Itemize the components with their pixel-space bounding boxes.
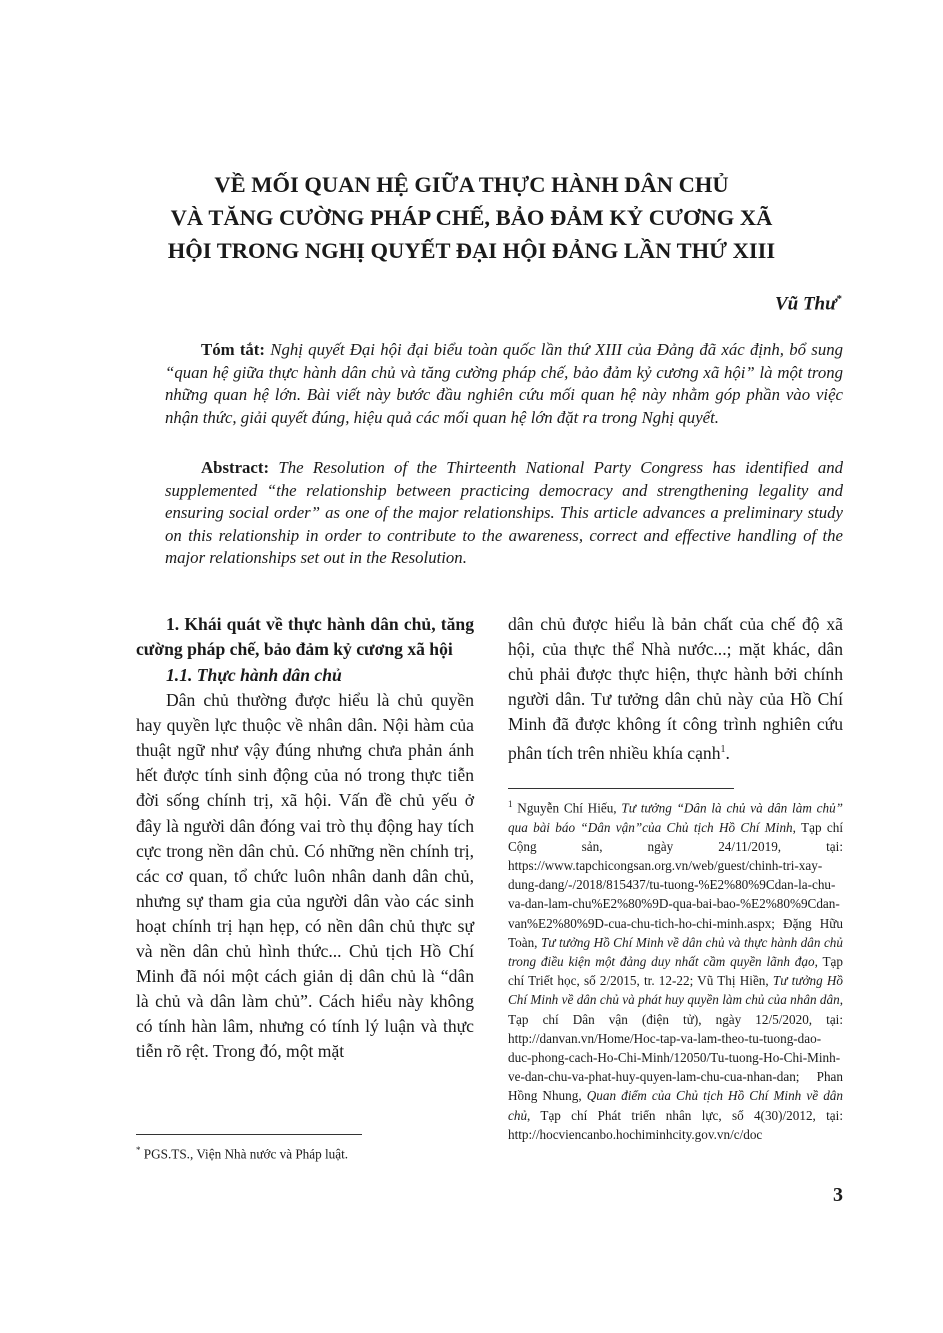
author-byline	[775, 293, 842, 315]
abstract-vietnamese	[165, 339, 843, 429]
footnote-1-title-1: Tư tưởng “Dân là chủ và dân làm chủ” qua bài báo “Dân vận”của Chủ tịch Hồ Chí Minh	[508, 800, 843, 835]
footnote-separator-left	[136, 1134, 362, 1135]
footnote-1-text-5: , Tạp chí Phát triển nhân lực, số 4(30)/2012, tại: http://hocviencanbo.hochiminhcity.gov.vn/c/doc	[508, 1107, 843, 1142]
section-heading: 1. Khái quát về thực hành dân chủ, tăng cường pháp chế, bảo đảm kỷ cương xã hội	[136, 614, 474, 659]
article-title	[120, 168, 823, 267]
left-column	[136, 612, 474, 1065]
abstract-vn-label: Tóm tắt:	[201, 340, 265, 359]
body-paragraph-right-end: .	[725, 743, 730, 764]
author-footnote-mark[interactable]: *	[836, 293, 842, 305]
abstract-en-label: Abstract:	[201, 458, 270, 477]
abstract-english	[165, 457, 843, 570]
author-name: Vũ Thư	[774, 293, 837, 315]
abstract-en-text: The Resolution of the Thirteenth National Party Congress has identified and supplemented “the relationship between practicing democracy and strengthening legality and ensuring social order” as one of the major relationships. This article advances a preliminary study on this relationship in order to contribute to the awareness, correct and effective handling of the major relationships set out in the Resolution.	[165, 458, 843, 568]
title-line-1: VỀ MỐI QUAN HỆ GIỮA THỰC HÀNH DÂN CHỦ	[214, 172, 729, 197]
footnote-1-text-2: , Tạp chí Cộng sản, ngày 24/11/2019, tại: https://www.tapchicongsan.org.vn/web/guest/chinh-tri-xay-dung-dang/-/2018/815437/tu-tuong-%E2%80%9Cdan-la-chu-va-dan-lam-chu%E2%80%9D-qua-bai-bao-%E2%80%9Cdan-van%E2%80%9D-cua-chu-tich-ho-chi-minh.aspx; Đặng Hữu Toàn,	[508, 819, 843, 950]
footnote-1-title-3: Tư tưởng Hồ Chí Minh về dân chủ và phát huy quyền làm chủ của nhân dân	[508, 973, 843, 1008]
author-footnote-number: *	[136, 1145, 141, 1155]
footnote-ref-1[interactable]: 1	[720, 744, 726, 756]
footnote-1	[508, 795, 843, 1144]
footnote-1-text: Nguyễn Chí Hiếu,	[517, 800, 622, 816]
footnote-separator-right	[508, 788, 734, 789]
body-paragraph-right	[508, 612, 843, 766]
body-paragraph-left: Dân chủ thường được hiểu là chủ quyền hay quyền lực thuộc về nhân dân. Nội hàm của thuật ngữ như vậy đúng nhưng chưa phản ánh hết được tính sinh động của nó trong thực tiễn đời sống chính trị, xã hội. Vấn đề chủ yếu ở đây là người dân đóng vai trò thụ động hay tích cực trong nền dân chủ. Có những nền chính trị, các cơ quan, tổ chức luôn nhân danh dân chủ, nhưng sự tham gia của người dân vào các sinh hoạt chính trị hạn hẹp, có nền dân chủ thực sự và nền dân chủ hình thức... Chủ tịch Hồ Chí Minh đã nói một cách giản dị dân chủ là “dân là chủ và dân làm chủ”. Cách hiểu này không có tính hàn lâm, nhưng có tính lý luận và thực tiễn rõ rệt. Trong đó, một mặt	[136, 690, 474, 1062]
footnote-1-title-4: Quan điểm của Chủ tịch Hồ Chí Minh về dân chủ	[508, 1088, 843, 1123]
right-column	[508, 612, 843, 766]
footnote-1-number: 1	[508, 799, 513, 809]
page-number: 3	[833, 1184, 843, 1206]
footnote-1-title-2: Tư tưởng Hồ Chí Minh về dân chủ và thực hành dân chủ trong điều kiện một đảng duy nhất cầm quyền lãnh đạo	[508, 934, 843, 970]
title-line-2: VÀ TĂNG CƯỜNG PHÁP CHẾ, BẢO ĐẢM KỶ CƯƠNG XÃ	[170, 205, 773, 230]
abstract-vn-text: Nghị quyết Đại hội đại biểu toàn quốc lần thứ XIII của Đảng đã xác định, bổ sung “quan hệ giữa thực hành dân chủ và tăng cường pháp chế, bảo đảm kỷ cương xã hội” là một trong những quan hệ lớn. Bài viết này bước đầu nghiên cứu mối quan hệ này nhằm góp phần vào việc nhận thức, giải quyết đúng, hiệu quả các mối quan hệ lớn đặt ra trong Nghị quyết.	[165, 340, 843, 427]
footnote-1-text-3: , Tạp chí Triết học, số 2/2015, tr. 12-22; Vũ Thị Hiền,	[508, 954, 843, 989]
author-footnote-text: PGS.TS., Viện Nhà nước và Pháp luật.	[143, 1146, 349, 1162]
author-footnote	[136, 1141, 474, 1164]
body-paragraph-right-text: dân chủ được hiểu là bản chất của chế độ xã hội, của thực thể Nhà nước...; mặt khác, dân chủ phải được thực hiện, thực hành bởi chính người dân. Tư tưởng dân chủ này của Hồ Chí Minh đã được không ít công trình nghiên cứu phân tích trên nhiều khía cạnh	[508, 614, 843, 764]
subsection-heading: 1.1. Thực hành dân chủ	[166, 665, 342, 685]
footnote-1-text-4: , Tạp chí Dân vận (điện tử), ngày 12/5/2020, tại: http://danvan.vn/Home/Hoc-tap-va-lam-theo-tu-tuong-dao-duc-phong-cach-Ho-Chi-Minh/12050/Tu-tuong-Ho-Chi-Minh-ve-dan-chu-va-phat-huy-quyen-lam-chu-cua-nhan-dan; Phan Hồng Nhung,	[508, 992, 843, 1104]
title-line-3: HỘI TRONG NGHỊ QUYẾT ĐẠI HỘI ĐẢNG LẦN THỨ XIII	[167, 238, 776, 263]
